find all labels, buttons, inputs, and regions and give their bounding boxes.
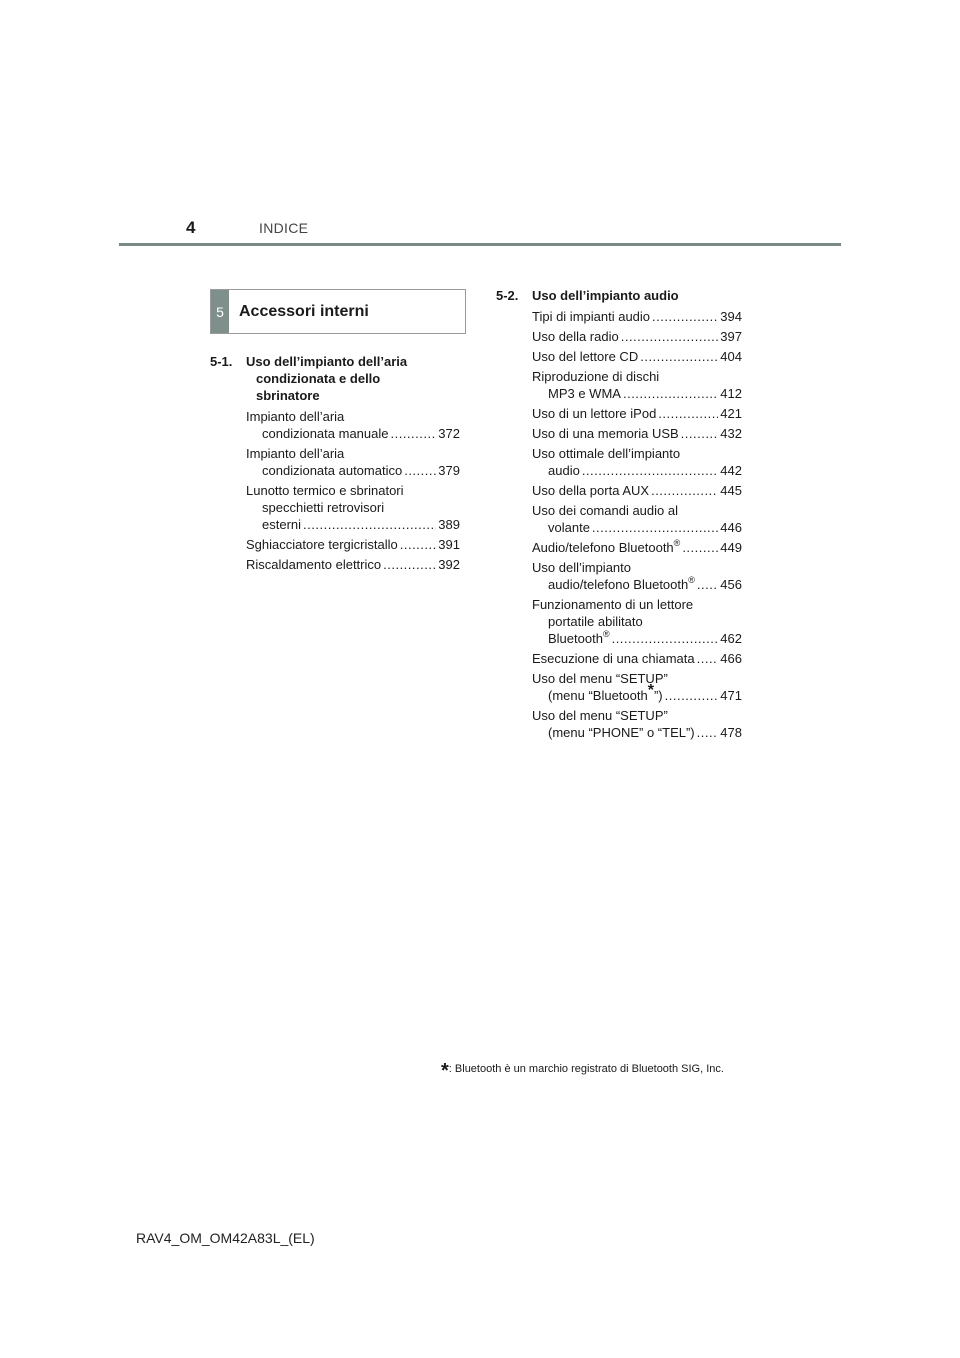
page-ref: 478 — [720, 725, 742, 740]
page-ref: 392 — [438, 557, 460, 572]
section-heading-line: condizionata e dello — [256, 371, 381, 386]
toc-entry-text — [548, 385, 621, 402]
toc-entry[interactable] — [246, 482, 460, 533]
toc-entry[interactable] — [532, 328, 742, 345]
page-ref: 391 — [438, 537, 460, 552]
toc-entry[interactable] — [532, 670, 742, 704]
section-title: INDICE — [259, 220, 309, 236]
toc-entry[interactable] — [532, 596, 742, 647]
section-heading-text — [532, 287, 742, 304]
section-number: 5-1. — [210, 354, 233, 369]
toc-entry[interactable] — [532, 368, 742, 402]
page-ref: 471 — [720, 688, 742, 703]
toc-entry-tail: ”) — [653, 688, 663, 703]
toc-entry-last-line — [532, 519, 742, 536]
section-heading-text — [246, 353, 460, 404]
page-ref: 372 — [438, 426, 460, 441]
toc-entry-last-line — [246, 462, 460, 479]
toc-entry-line: Uso del menu “SETUP” — [532, 708, 668, 723]
toc-entry[interactable] — [532, 445, 742, 479]
section-heading — [496, 287, 742, 304]
toc-entry-text — [246, 536, 398, 553]
toc-entry-line: Uso della porta AUX — [532, 483, 650, 498]
toc-entry-line: Esecuzione di una chiamata — [532, 651, 695, 666]
toc-entry-last-line — [246, 425, 460, 442]
dot-leader — [400, 536, 437, 553]
dot-leader — [651, 482, 718, 499]
toc-entry[interactable] — [246, 556, 460, 573]
section-heading — [210, 353, 460, 404]
toc-entry-line: Sghiacciatore tergicristallo — [246, 537, 398, 552]
toc-entry-last-line — [532, 348, 742, 365]
dot-leader — [383, 556, 436, 573]
page-ref: 442 — [720, 463, 742, 478]
toc-entry-last-line — [532, 576, 742, 593]
toc-entry-text — [532, 425, 679, 442]
registered-mark: ® — [688, 574, 695, 585]
toc-entry-line: Uso della radio — [532, 329, 619, 344]
toc-entry[interactable] — [532, 425, 742, 442]
page-ref: 466 — [720, 651, 742, 666]
section-heading-line: Uso dell’impianto dell’aria — [246, 354, 408, 369]
toc-entry-line: esterni — [262, 517, 302, 532]
toc-entry-text — [532, 650, 695, 667]
registered-mark: ® — [602, 628, 610, 639]
toc-entry[interactable] — [246, 536, 460, 553]
chapter-box — [210, 289, 466, 334]
toc-entry-text — [532, 539, 680, 556]
toc-entry-line: Uso dei comandi audio al — [532, 503, 678, 518]
toc-entry-line: specchietti retrovisori — [262, 500, 385, 515]
page-ref: 446 — [720, 520, 742, 535]
page-ref: 394 — [720, 309, 742, 324]
footnote-marker: * — [441, 1060, 449, 1082]
page-number: 4 — [186, 218, 196, 237]
dot-leader — [640, 348, 718, 365]
toc-entry-line: (menu “PHONE” o “TEL”) — [548, 725, 695, 740]
toc-entry-last-line — [532, 385, 742, 402]
toc-entry-last-line — [532, 650, 742, 667]
toc-entry[interactable] — [532, 539, 742, 556]
toc-entry-text — [548, 462, 580, 479]
section-heading-line: sbrinatore — [256, 388, 320, 403]
toc-entry-text — [262, 462, 402, 479]
toc-entry-text — [548, 576, 695, 593]
dot-leader — [697, 650, 719, 667]
toc-entry-text — [246, 556, 381, 573]
toc-entry-line: Impianto dell’aria — [246, 446, 345, 461]
toc-entry[interactable] — [532, 502, 742, 536]
toc-entry-line: portatile abilitato — [548, 614, 643, 629]
dot-leader — [658, 405, 718, 422]
page-ref: 432 — [720, 426, 742, 441]
dot-leader — [623, 385, 718, 402]
footnote-text: : Bluetooth è un marchio registrato di Bluetooth SIG, Inc. — [448, 1063, 724, 1075]
toc-entry-last-line — [532, 482, 742, 499]
chapter-title: Accessori interni — [239, 302, 369, 320]
toc-entry-last-line — [532, 328, 742, 345]
toc-entry-text — [548, 519, 590, 536]
toc-entry-last-line — [246, 536, 460, 553]
toc-entry[interactable] — [532, 707, 742, 741]
dot-leader — [652, 308, 718, 325]
toc-entry-last-line — [532, 308, 742, 325]
toc-entry-last-line — [532, 425, 742, 442]
page-ref: 421 — [720, 406, 742, 421]
toc-entry-line: volante — [548, 520, 590, 535]
footnote-star: * — [647, 682, 654, 699]
section-number: 5-2. — [496, 288, 519, 303]
toc-entry-line: condizionata automatico — [262, 463, 403, 478]
toc-entry-last-line — [246, 556, 460, 573]
toc-entry-text — [262, 425, 388, 442]
toc-entry-text — [532, 348, 638, 365]
toc-column-right — [496, 287, 742, 744]
toc-entry-line: Riproduzione di dischi — [532, 369, 660, 384]
page-ref: 389 — [438, 517, 460, 532]
toc-entry[interactable] — [532, 559, 742, 593]
toc-entry[interactable] — [532, 308, 742, 325]
page-ref: 397 — [720, 329, 742, 344]
dot-leader — [592, 519, 718, 536]
toc-entry-line: audio/telefono Bluetooth — [548, 577, 689, 592]
toc-entry-line: Funzionamento di un lettore — [532, 597, 694, 612]
toc-entry-last-line — [532, 539, 742, 556]
dot-leader — [697, 576, 718, 593]
section-heading-line: Uso dell’impianto audio — [532, 288, 679, 303]
dot-leader — [681, 425, 719, 442]
dot-leader — [582, 462, 718, 479]
toc-entry-line: Uso di una memoria USB — [532, 426, 679, 441]
toc-entry-text — [548, 724, 695, 741]
toc-entry-line: condizionata manuale — [262, 426, 389, 441]
header-rule — [119, 243, 841, 246]
toc-entry[interactable] — [246, 408, 460, 442]
toc-entry-last-line — [246, 516, 460, 533]
page-ref: 449 — [720, 540, 742, 555]
page-ref: 456 — [720, 577, 742, 592]
dot-leader — [697, 724, 719, 741]
toc-entry-line: Bluetooth — [548, 631, 603, 646]
dot-leader — [665, 687, 719, 704]
toc-entry[interactable] — [532, 348, 742, 365]
toc-entry[interactable] — [246, 445, 460, 479]
dot-leader — [682, 539, 718, 556]
page-ref: 379 — [438, 463, 460, 478]
chapter-number: 5 — [211, 290, 229, 333]
footnote — [441, 1060, 724, 1082]
dot-leader — [303, 516, 436, 533]
toc-entry-text — [262, 516, 301, 533]
page-ref: 412 — [720, 386, 742, 401]
toc-entry-text — [532, 482, 649, 499]
registered-mark: ® — [673, 537, 681, 548]
toc-entry-line: Uso del lettore CD — [532, 349, 639, 364]
toc-entry-text — [532, 308, 650, 325]
page-ref: 404 — [720, 349, 742, 364]
toc-entry-line: Riscaldamento elettrico — [246, 557, 382, 572]
toc-entry-line: Uso ottimale dell’impianto — [532, 446, 681, 461]
toc-entry-text — [532, 405, 656, 422]
document-code: RAV4_OM_OM42A83L_(EL) — [136, 1230, 315, 1246]
toc-entry[interactable] — [532, 482, 742, 499]
toc-column-left — [210, 353, 460, 576]
toc-entry-last-line — [532, 630, 742, 647]
toc-entry[interactable] — [532, 405, 742, 422]
page-ref: 462 — [720, 631, 742, 646]
toc-entry-line: Uso del menu “SETUP” — [532, 671, 668, 686]
toc-entry-line: Lunotto termico e sbrinatori — [246, 483, 404, 498]
toc-entry-last-line — [532, 462, 742, 479]
toc-entry-line: MP3 e WMA — [548, 386, 621, 401]
toc-entry-text — [548, 682, 663, 704]
toc-entry-text — [532, 328, 619, 345]
toc-entry-line: Tipi di impianti audio — [532, 309, 651, 324]
toc-entry[interactable] — [532, 650, 742, 667]
toc-entry-last-line — [532, 682, 742, 704]
toc-entry-line: Uso dell’impianto — [532, 560, 631, 575]
page-ref: 445 — [720, 483, 742, 498]
toc-entry-last-line — [532, 724, 742, 741]
dot-leader — [621, 328, 719, 345]
toc-entry-line: Audio/telefono Bluetooth — [532, 540, 674, 555]
toc-entry-line: Uso di un lettore iPod — [532, 406, 657, 421]
toc-entry-line: (menu “Bluetooth — [548, 688, 648, 703]
toc-entry-last-line — [532, 405, 742, 422]
dot-leader — [612, 630, 719, 647]
toc-entry-text — [548, 630, 610, 647]
dot-leader — [404, 462, 436, 479]
toc-entry-line: audio — [548, 463, 580, 478]
toc-entry-line: Impianto dell’aria — [246, 409, 345, 424]
dot-leader — [390, 425, 436, 442]
